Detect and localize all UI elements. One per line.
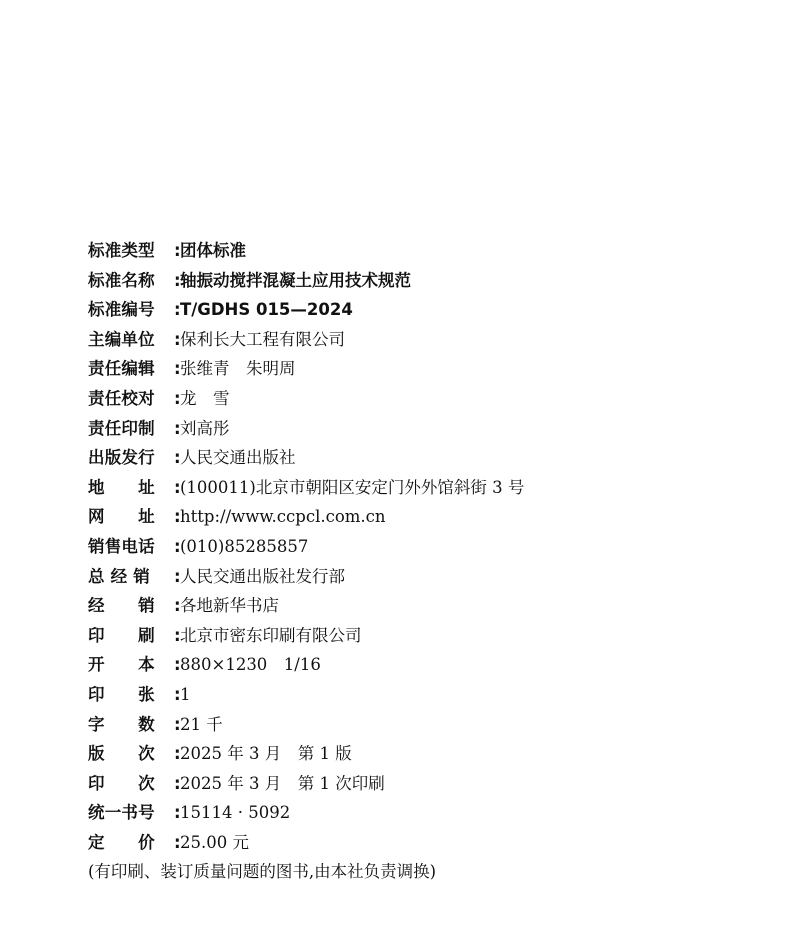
row-label: 责任编辑 — [88, 359, 155, 379]
row-value: 各地新华书店 — [180, 596, 279, 616]
row-value: 2025 年 3 月 第 1 版 — [180, 744, 352, 764]
row-separator: : — [174, 714, 181, 734]
row-separator: : — [174, 803, 181, 823]
row-separator: : — [174, 655, 181, 675]
row-label: 地 址 — [88, 477, 155, 497]
row-value: 张维青 朱明周 — [180, 359, 296, 379]
colophon-row-word-count — [88, 710, 768, 740]
row-label: 标准名称 — [88, 270, 155, 290]
row-separator: : — [174, 596, 181, 616]
row-value: 880×1230 1/16 — [180, 655, 321, 675]
row-separator: : — [174, 536, 181, 556]
row-separator: : — [174, 684, 181, 704]
row-value: http://www.ccpcl.com.cn — [180, 507, 386, 527]
row-label: 销售电话 — [88, 536, 155, 556]
row-separator: : — [174, 507, 181, 527]
colophon-row-responsible-editor — [88, 354, 768, 384]
row-label: 统一书号 — [88, 803, 155, 823]
row-label: 印 次 — [88, 773, 155, 793]
row-label: 出版发行 — [88, 448, 155, 468]
row-separator: : — [174, 359, 181, 379]
colophon-row-publisher — [88, 443, 768, 473]
row-value: (100011)北京市朝阳区安定门外外馆斜街 3 号 — [180, 477, 525, 497]
row-separator: : — [174, 625, 181, 645]
colophon-block — [88, 236, 768, 887]
row-label: 开 本 — [88, 655, 155, 675]
row-value: 轴振动搅拌混凝土应用技术规范 — [180, 270, 411, 290]
colophon-row-edition — [88, 739, 768, 769]
row-label: 经 销 — [88, 596, 155, 616]
row-label: 标准编号 — [88, 300, 155, 320]
row-separator: : — [174, 773, 181, 793]
colophon-row-chief-editor-unit — [88, 325, 768, 355]
row-value: 人民交通出版社发行部 — [180, 566, 345, 586]
row-separator: : — [174, 832, 181, 852]
colophon-row-price — [88, 828, 768, 858]
row-value: 龙 雪 — [180, 388, 230, 408]
row-separator: : — [174, 241, 181, 260]
row-label: 总 经 销 — [88, 566, 150, 586]
colophon-row-general-distributor — [88, 562, 768, 592]
row-label: 标准类型 — [88, 241, 155, 260]
row-value: 2025 年 3 月 第 1 次印刷 — [180, 773, 385, 793]
colophon-row-printing — [88, 769, 768, 799]
colophon-row-standard-number — [88, 295, 768, 325]
row-value: (010)85285857 — [180, 536, 309, 556]
colophon-row-printer — [88, 621, 768, 651]
row-value: 保利长大工程有限公司 — [180, 329, 345, 349]
colophon-row-address — [88, 473, 768, 503]
row-value: 1 — [180, 684, 191, 704]
colophon-row-distributor — [88, 591, 768, 621]
row-label: 版 次 — [88, 744, 155, 764]
row-value: 北京市密东印刷有限公司 — [180, 625, 362, 645]
row-label: 定 价 — [88, 832, 155, 852]
colophon-row-website — [88, 502, 768, 532]
row-value: 刘高彤 — [180, 418, 230, 438]
row-label: 主编单位 — [88, 329, 155, 349]
row-value: 25.00 元 — [180, 832, 249, 852]
quality-note: (有印刷、装订质量问题的图书,由本社负责调换) — [88, 862, 437, 882]
row-value: T/GDHS 015—2024 — [180, 300, 353, 320]
colophon-row-proofreader — [88, 384, 768, 414]
row-separator: : — [174, 329, 181, 349]
colophon-row-printed-sheets — [88, 680, 768, 710]
row-label: 印 张 — [88, 684, 155, 704]
row-separator: : — [174, 388, 181, 408]
row-label: 责任校对 — [88, 388, 155, 408]
colophon-row-sales-phone — [88, 532, 768, 562]
row-value: 21 千 — [180, 714, 223, 734]
row-label: 字 数 — [88, 714, 155, 734]
row-separator: : — [174, 566, 181, 586]
row-value: 团体标准 — [180, 241, 246, 260]
colophon-row-print-supervisor — [88, 414, 768, 444]
row-label: 网 址 — [88, 507, 155, 527]
row-separator: : — [174, 744, 181, 764]
row-label: 印 刷 — [88, 625, 155, 645]
row-value: 人民交通出版社 — [180, 448, 296, 468]
colophon-row-standard-name — [88, 266, 768, 296]
colophon-row-book-number — [88, 798, 768, 828]
colophon-row-standard-type — [88, 236, 768, 266]
row-separator: : — [174, 477, 181, 497]
row-label: 责任印制 — [88, 418, 155, 438]
row-separator: : — [174, 418, 181, 438]
row-value: 15114 · 5092 — [180, 803, 291, 823]
row-separator: : — [174, 448, 181, 468]
colophon-row-format — [88, 650, 768, 680]
row-separator: : — [174, 270, 181, 290]
row-separator: : — [174, 300, 181, 320]
